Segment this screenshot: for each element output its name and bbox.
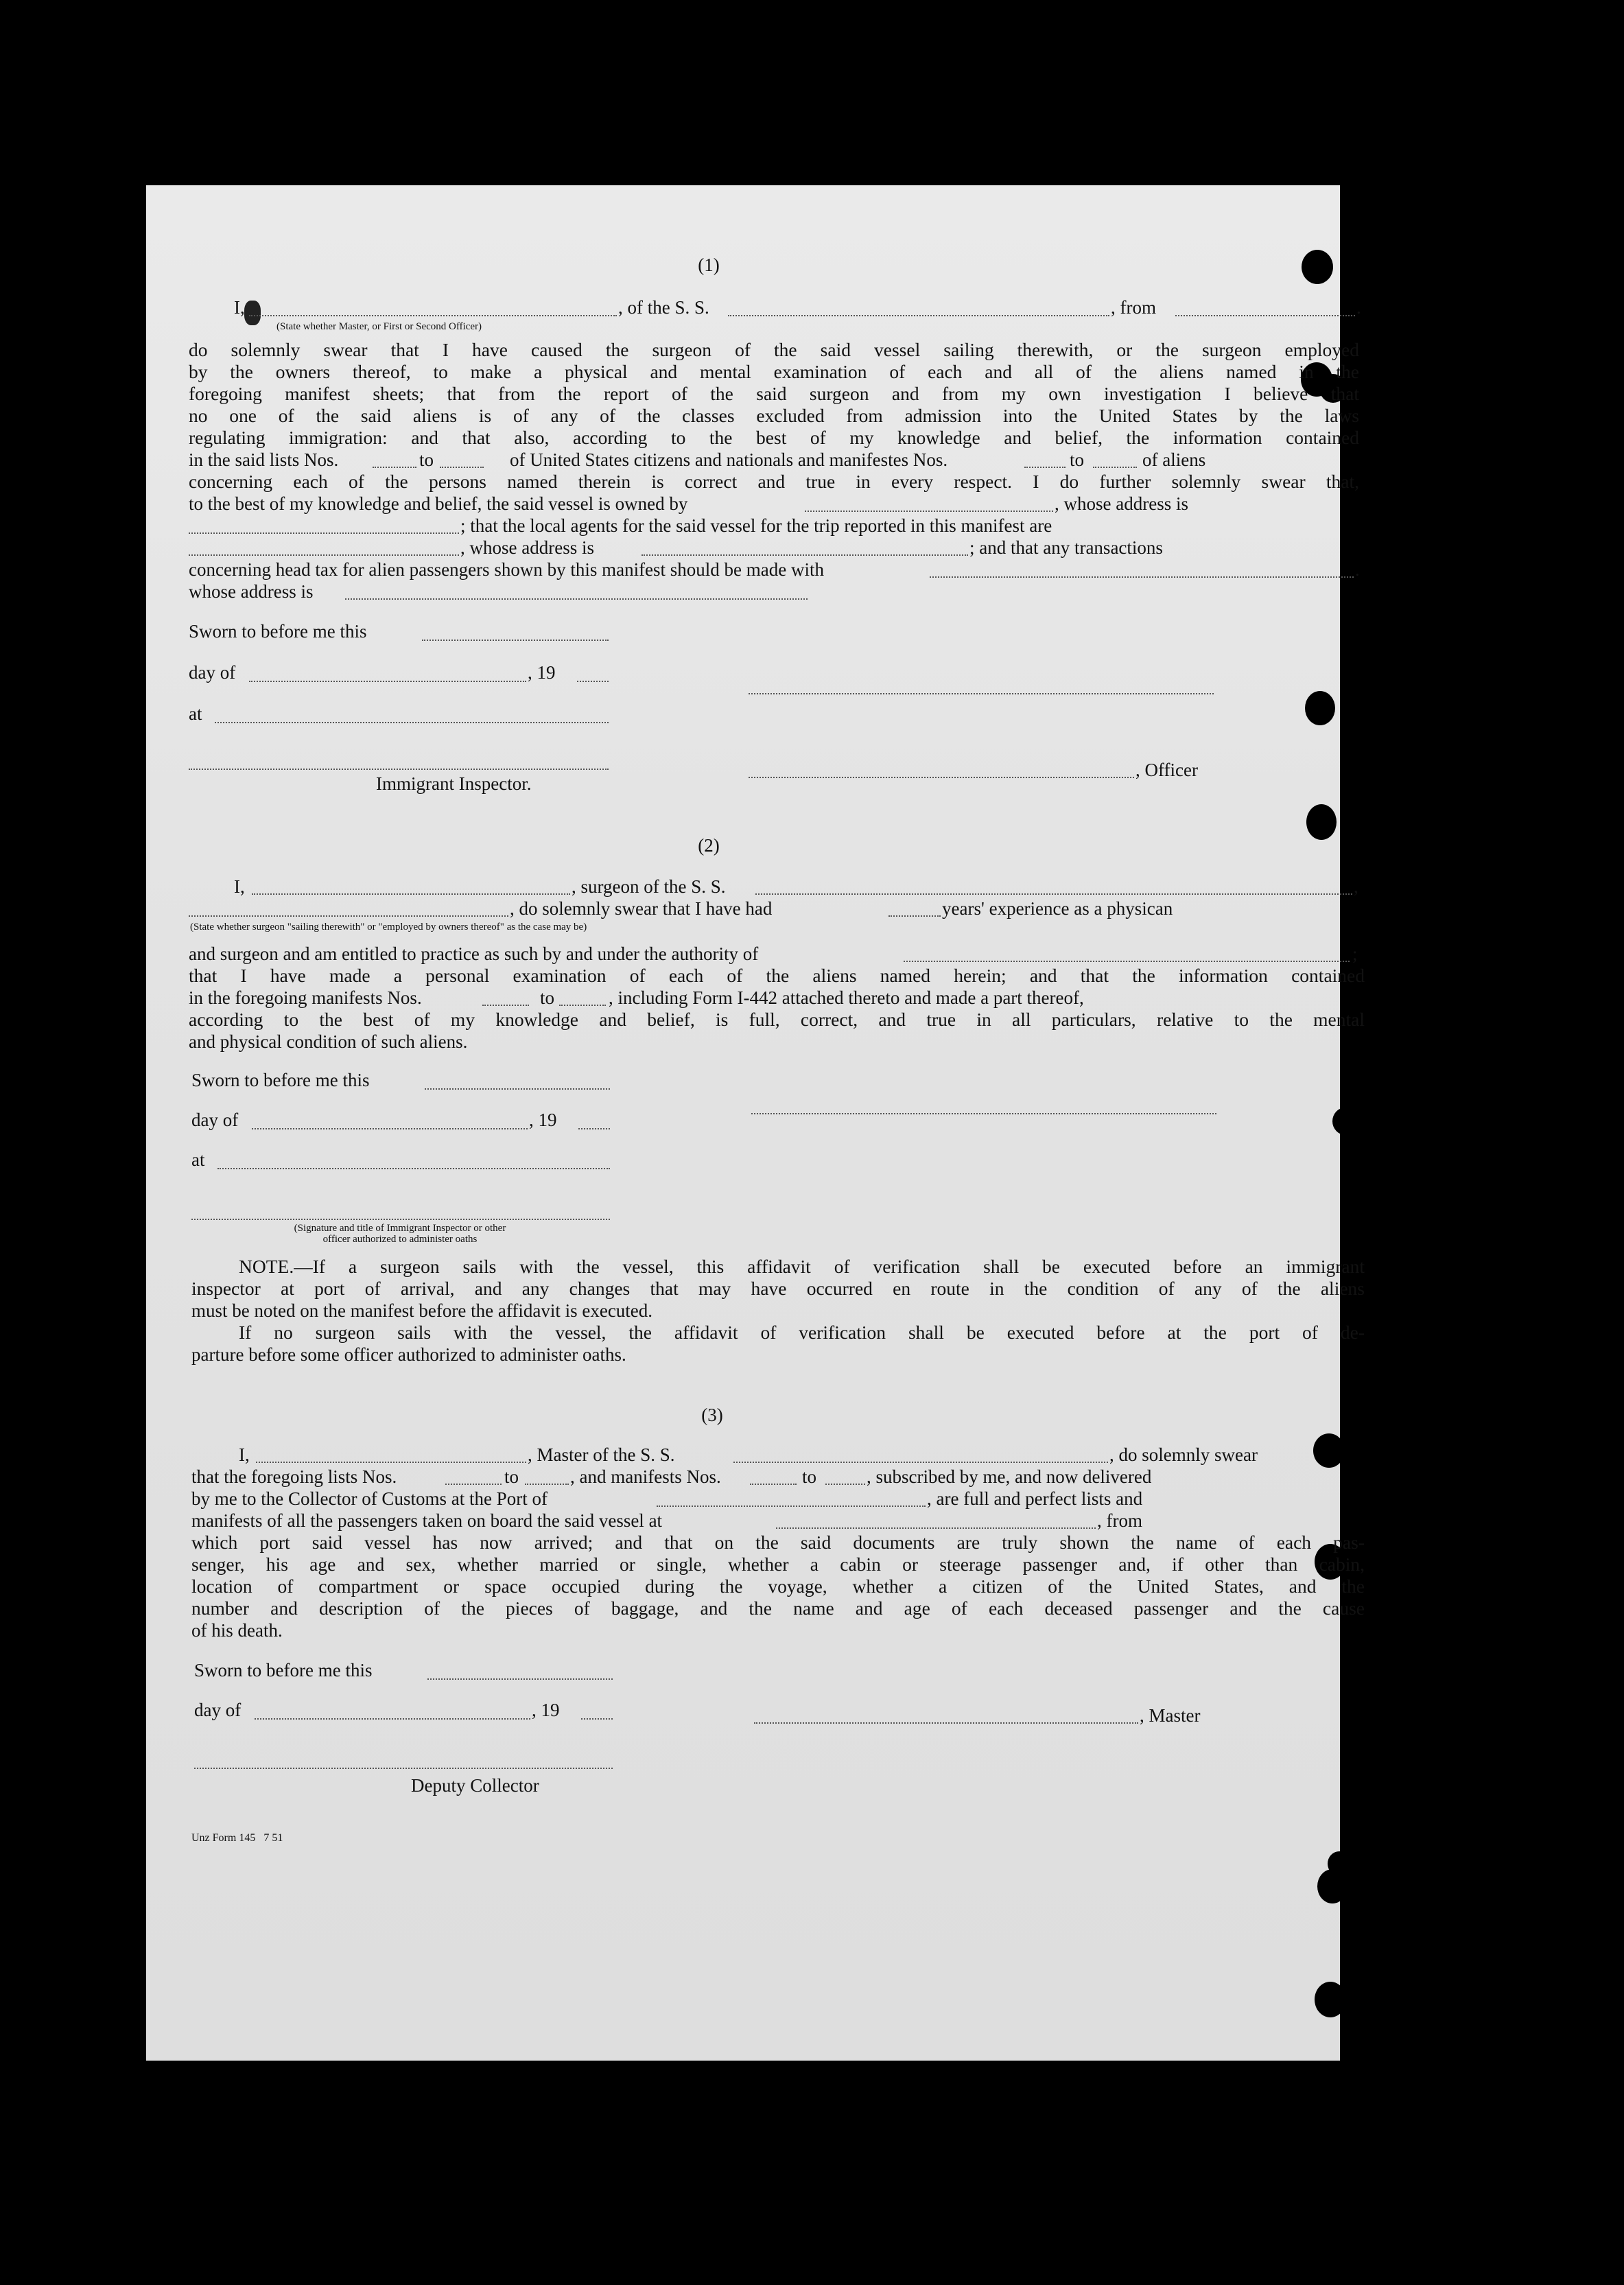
s2-sig-note-1: (Signature and title of Immigrant Inspector or other [294,1223,506,1234]
s1-year-field[interactable] [577,681,609,682]
s1-line: foregoing manifest sheets; that from the report of the said surgeon and from my own investigation I believe that [189,383,1359,404]
s1-l7: concerning each of the persons named therein is correct and true in every respect. I do further solemnly swear that, [189,471,1359,492]
s1-line: by the owners thereof, to make a physical and mental examination of each and all of the aliens named in the [189,361,1359,382]
s2-l5a: in the foregoing manifests Nos. [189,987,422,1008]
punch-hole [1328,1851,1351,1876]
note-line: must be noted on the manifest before the affidavit is executed. [191,1300,653,1321]
head-tax-address-field[interactable] [345,598,808,600]
surgeon-name-field[interactable] [252,893,570,895]
s2-vessel-field[interactable] [755,893,1352,895]
s1-line: regulating immigration: and that also, according to the best of my knowledge and belief, the information contained [189,427,1359,448]
s2-at: at [191,1149,205,1170]
s1-l6e: of aliens [1142,449,1206,470]
s1-month-field[interactable] [249,681,526,682]
s1-year: , 19 [528,662,556,683]
head-tax-contact-field[interactable] [930,576,1354,578]
s3-l4a: manifests of all the passengers taken on board the said vessel at [191,1510,663,1531]
local-agents-field[interactable] [189,554,459,556]
manifests-no-from-field[interactable] [1024,467,1066,468]
s1-inspector-line[interactable] [189,769,609,770]
s2-note: (State whether surgeon "sailing therewith" or "employed by owners thereof" as the case may be) [190,922,587,933]
master-name-field[interactable] [256,1462,526,1463]
s2-swear-a: , do solemnly swear that I have had [510,898,773,919]
s3-l4b: , from [1097,1510,1142,1531]
s3-master-signature-line[interactable] [754,1722,1138,1724]
s1-l6c: of United States citizens and nationals and manifestes Nos. [510,449,948,470]
manifests-no-to-field[interactable] [1093,467,1137,468]
s3-lists-to-field[interactable] [525,1484,569,1485]
vessel-name-field[interactable] [728,315,1109,316]
s3-line: which port said vessel has now arrived; and that on the said documents are truly shown the name of each pas- [191,1532,1365,1553]
s2-semicolon: ; [1352,944,1358,964]
s2-comma: , [1354,876,1358,897]
s3-month-field[interactable] [255,1718,530,1720]
s1-i: I, [234,297,245,318]
s1-officer-line[interactable] [749,777,1134,778]
s1-place-field[interactable] [215,722,609,723]
note-line: If no surgeon sails with the vessel, the affidavit of verification shall be executed before at the port of de- [239,1322,1365,1343]
punch-hole [1332,1108,1358,1135]
s2-month-field[interactable] [252,1128,528,1129]
s1-signature-line[interactable] [749,693,1214,694]
s3-line: senger, his age and sex, whether married or single, whether a cabin or steerage passenger and, if other than cabin, [191,1554,1365,1575]
s1-of-ss: , of the S. S. [618,297,709,318]
s3-deputy-line[interactable] [194,1768,613,1769]
note-line: parture before some officer authorized to administer oaths. [191,1344,626,1365]
s1-sworn: Sworn to before me this [189,621,367,642]
punch-hole [1306,804,1337,840]
s1-officer: , Officer [1135,760,1198,780]
s2-official-signature-line[interactable] [191,1219,610,1220]
s3-line: location of compartment or space occupied during the voyage, whether a citizen of the United States, and the [191,1575,1365,1597]
s2-i: I, [234,876,245,897]
s2-signature-line[interactable] [751,1113,1216,1114]
agents-address-field[interactable] [642,554,968,556]
s1-l9: ; that the local agents for the said vessel for the trip reported in this manifest are [460,515,1052,536]
s2-l5c: , including Form I-442 attached thereto and made a part thereof, [609,987,1084,1008]
form-page [146,185,1365,2061]
s1-at: at [189,703,202,724]
s1-l12: whose address is [189,581,314,602]
s3-deputy: Deputy Collector [411,1775,539,1796]
s3-sworn: Sworn to before me this [194,1660,373,1680]
s2-l3: and surgeon and am entitled to practice as such by and under the authority of [189,944,759,964]
s1-l11: concerning head tax for alien passengers shown by this manifest should be made with [189,559,825,580]
s1-l8a: to the best of my knowledge and belief, the said vessel is owned by [189,493,688,514]
owner-field[interactable] [805,511,1053,512]
s3-day-of: day of [194,1700,242,1720]
period: . [1356,297,1361,318]
s1-l8b: , whose address is [1055,493,1188,514]
s1-l6d: to [1070,449,1085,470]
s1-line: no one of the said aliens is of any of the classes excluded from admission into the United States by the laws [189,405,1359,426]
lists-no-to-field[interactable] [440,467,484,468]
s2-sworn-date-field[interactable] [425,1088,610,1090]
s3-l2e: , subscribed by me, and now delivered [867,1466,1152,1487]
s1-day-of: day of [189,662,236,683]
s2-l5b: to [540,987,555,1008]
s2-swear-b: years' experience as a physican [942,898,1173,919]
s3-year: , 19 [532,1700,560,1720]
s3-i: I, [239,1444,250,1465]
section-1-heading: (1) [698,255,720,275]
punch-hole [1313,1433,1345,1468]
s3-line: of his death. [191,1620,283,1641]
s2-place-field[interactable] [217,1168,610,1169]
s2-manifests-to-field[interactable] [559,1005,606,1006]
owner-address-field[interactable] [189,532,459,534]
s1-l6a: in the said lists Nos. [189,449,339,470]
lists-no-from-field[interactable] [373,467,416,468]
s2-l4: that I have made a personal examination of each of the aliens named herein; and that the information contained [189,965,1365,986]
punch-hole [1305,691,1335,725]
from-port-field[interactable] [1175,315,1355,316]
section-2-heading: (2) [698,835,720,856]
s3-master-of: , Master of the S. S. [528,1444,675,1465]
s3-swear: , do solemnly swear [1109,1444,1258,1465]
s1-inspector: Immigrant Inspector. [376,773,532,794]
surgeon-type-field[interactable] [189,915,508,917]
s2-l6: according to the best of my knowledge and belief, is full, correct, and true in all particulars, relative to the mental [189,1009,1365,1030]
s3-l2a: that the foregoing lists Nos. [191,1466,397,1487]
s3-year-field[interactable] [581,1718,613,1720]
port-of-field[interactable] [657,1505,926,1507]
s3-line: number and description of the pieces of baggage, and the name and age of each deceased passenger and the cause [191,1597,1365,1619]
officer-rank-field[interactable] [249,315,617,316]
s2-year-field[interactable] [578,1128,610,1129]
period: . [1355,559,1360,580]
s2-sworn: Sworn to before me this [191,1070,370,1090]
form-number: Unz Form 145 7 51 [191,1832,283,1844]
s3-vessel-field[interactable] [733,1462,1108,1463]
s1-l10b: ; and that any transactions [969,537,1163,558]
s3-manifests-from-field[interactable] [750,1484,797,1485]
boarding-port-field[interactable] [776,1527,1096,1529]
s1-l10a: , whose address is [460,537,594,558]
note-line: NOTE.—If a surgeon sails with the vessel, this affidavit of verification shall be executed before an immigrant [239,1256,1365,1277]
years-experience-field[interactable] [889,915,941,917]
s1-line: do solemnly swear that I have caused the surgeon of the said vessel sailing therewith, or the surgeon employed [189,339,1359,360]
ink-blot [244,301,261,325]
s3-l3a: by me to the Collector of Customs at the Port of [191,1488,548,1509]
s1-note: (State whether Master, or First or Second Officer) [276,321,482,332]
s3-lists-from-field[interactable] [445,1484,502,1485]
s3-sworn-date-field[interactable] [427,1678,613,1680]
s3-manifests-to-field[interactable] [825,1484,865,1485]
s2-year: , 19 [529,1110,557,1130]
section-3-heading: (3) [701,1405,723,1425]
s2-l7: and physical condition of such aliens. [189,1031,468,1052]
s2-surgeon-of: , surgeon of the S. S. [572,876,726,897]
note-line: inspector at port of arrival, and any changes that may have occurred en route in the condition of any of the aliens [191,1278,1365,1299]
s1-from: , from [1111,297,1156,318]
s2-day-of: day of [191,1110,239,1130]
s3-l3b: , are full and perfect lists and [927,1488,1143,1509]
authority-field[interactable] [904,961,1350,962]
s2-manifests-from-field[interactable] [482,1005,529,1006]
s3-l2b: to [504,1466,519,1487]
punch-hole [1302,250,1333,284]
s3-l2c: , and manifests Nos. [570,1466,721,1487]
s2-sig-note-2: officer authorized to administer oaths [322,1234,478,1245]
s3-master: , Master [1140,1705,1201,1726]
s1-sworn-date-field[interactable] [422,640,609,641]
s1-l6b: to [419,449,434,470]
punch-hole [1315,1982,1346,2017]
s3-l2d: to [802,1466,817,1487]
